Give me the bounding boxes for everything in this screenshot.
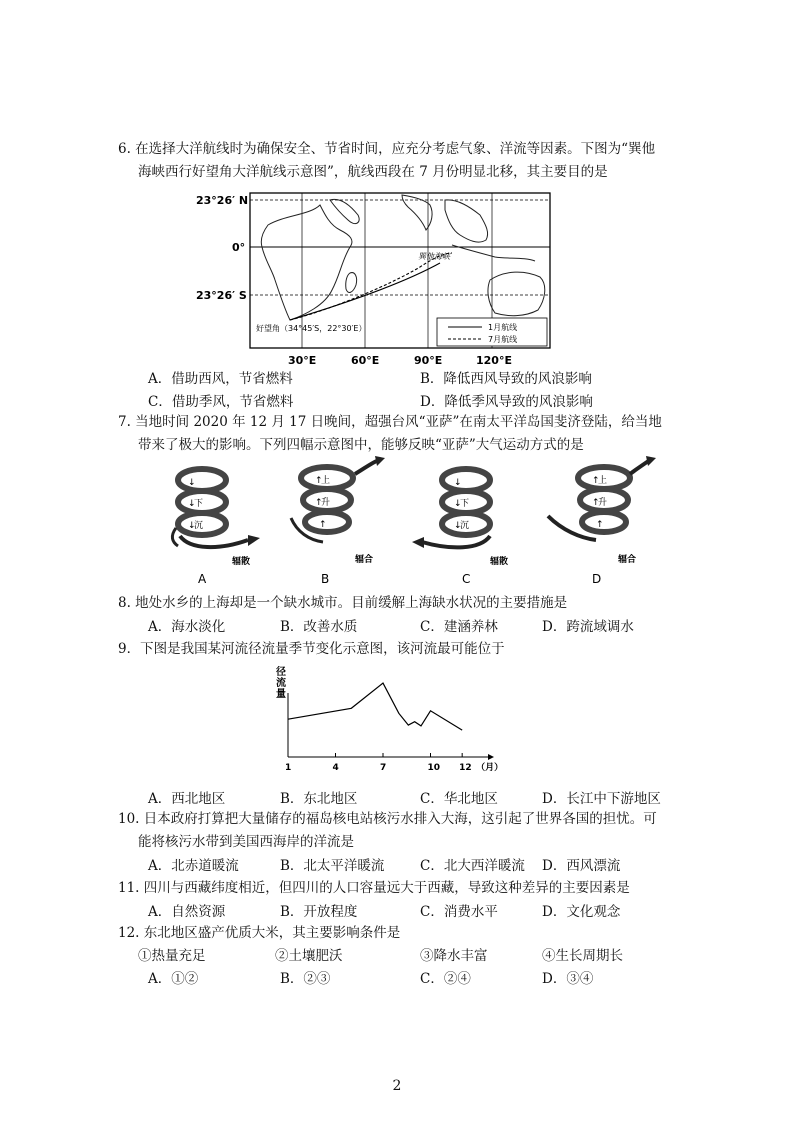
option: C．北大西洋暖流: [420, 858, 525, 874]
option: A．西北地区: [148, 791, 226, 807]
svg-text:升: 升: [598, 498, 608, 508]
option: A．自然资源: [148, 904, 226, 920]
option: B．开放程度: [280, 904, 358, 920]
y-axis-label: 流: [276, 678, 286, 689]
y-axis-label: 径: [276, 667, 286, 678]
question-7-stem: 7. 当地时间 2020 年 12 月 17 日晚间，超强台风“亚萨”在南太平洋岛国斐济登陆，给当地 带来了极大的影响。下列四幅示意图中，能够反映“亚萨”大气运动方式的是: [118, 414, 662, 453]
svg-text:沉: 沉: [194, 521, 204, 531]
option: B．东北地区: [280, 791, 358, 807]
x-tick-label: 10: [427, 763, 441, 773]
svg-text:↓: ↓: [454, 478, 462, 488]
svg-text:↓: ↓: [454, 521, 462, 531]
svg-text:↓: ↓: [188, 499, 196, 509]
x-axis-arrow: [488, 754, 494, 760]
q9-runoff-chart: [268, 665, 504, 780]
lon-label: 30°E: [288, 354, 317, 367]
x-tick-label: 1: [285, 763, 292, 773]
legend-jul: 7月航线: [488, 335, 518, 344]
statement: ④生长周期长: [542, 948, 623, 964]
svg-text:辐合: 辐合: [355, 555, 374, 565]
svg-text:辐合: 辐合: [618, 555, 637, 565]
lat-north-label: 23°26′ N: [196, 194, 249, 207]
option: C．消费水平: [420, 904, 498, 920]
svg-text:下: 下: [194, 499, 204, 509]
question-8-stem: 8. 地处水乡的上海却是一个缺水城市。目前缓解上海缺水状况的主要措施是: [118, 595, 568, 611]
option: D．③④: [542, 971, 594, 987]
option: A．北赤道暖流: [148, 858, 239, 874]
strait-label: 巽他海峡: [418, 252, 450, 261]
legend-jan: 1月航线: [488, 323, 518, 332]
svg-text:↑: ↑: [592, 498, 600, 508]
page-number: 2: [392, 1078, 402, 1094]
cape-label: 好望角（34°45′S，22°30′E）: [256, 324, 367, 333]
q7-diagrams: [140, 458, 670, 588]
option: B．北太平洋暖流: [280, 858, 385, 874]
diagram-a: [172, 469, 260, 586]
svg-text:↑: ↑: [319, 520, 327, 530]
diagram-d: [548, 456, 656, 586]
wind-label: ↓: [188, 478, 196, 488]
svg-text:↑: ↑: [592, 476, 600, 486]
question-9-stem: 9．下图是我国某河流径流量季节变化示意图，该河流最可能位于: [118, 641, 505, 657]
option: D．西风漂流: [542, 858, 621, 874]
diagram-letter: A: [198, 572, 207, 586]
x-tick-label: 7: [380, 763, 387, 773]
option: D．降低季风导致的风浪影响: [420, 394, 593, 410]
option: A．借助西风，节省燃料: [148, 371, 293, 387]
x-tick-label: 4: [332, 763, 339, 773]
svg-text:↑: ↑: [315, 476, 323, 486]
statement: ③降水丰富: [420, 948, 488, 964]
svg-text:上: 上: [598, 476, 608, 486]
svg-text:↑: ↑: [596, 520, 604, 530]
option: B．改善水质: [280, 619, 358, 635]
svg-text:下: 下: [460, 499, 470, 509]
option: B．降低西风导致的风浪影响: [420, 371, 592, 387]
option: B．②③: [280, 971, 331, 987]
svg-text:辐散: 辐散: [490, 557, 509, 567]
lat-south-label: 23°26′ S: [196, 289, 247, 302]
svg-text:上: 上: [321, 476, 331, 486]
option: D．跨流域调水: [542, 619, 634, 635]
option: D．文化观念: [542, 904, 621, 920]
option: A．海水淡化: [148, 619, 226, 635]
option: C．建涵养林: [420, 619, 498, 635]
lon-label: 60°E: [351, 354, 380, 367]
x-axis-label: （月）: [476, 763, 504, 773]
question-10-stem: 10. 日本政府打算把大量储存的福岛核电站核污水排入大海，这引起了世界各国的担忧。可 能将核污水带到美国西海岸的洋流是: [118, 811, 657, 850]
diagram-letter: D: [592, 572, 602, 586]
runoff-line: [288, 683, 462, 730]
lon-label: 90°E: [414, 354, 443, 367]
question-6-stem: 6. 在选择大洋航线时为确保安全、节省时间，应充分考虑气象、洋流等因素。下图为“巽他 海峡西行好望角大洋航线示意图”，航线西段在 7 月份明显北移，其主要目的是: [118, 141, 656, 180]
option: C．借助季风，节省燃料: [148, 394, 294, 410]
diagram-letter: C: [462, 572, 471, 586]
statement: ②土壤肥沃: [275, 948, 343, 964]
option: A．①②: [148, 971, 199, 987]
option: C．华北地区: [420, 791, 498, 807]
svg-text:↓: ↓: [188, 521, 196, 531]
x-tick-label: 12: [459, 763, 472, 773]
lat-equator-label: 0°: [232, 241, 246, 254]
svg-text:辐散: 辐散: [232, 557, 251, 567]
q6-route-map: [190, 185, 560, 370]
diagram-letter: B: [321, 572, 330, 586]
svg-text:升: 升: [321, 498, 331, 508]
lon-label: 120°E: [476, 354, 512, 367]
question-12-stem: 12. 东北地区盛产优质大米，其主要影响条件是: [118, 925, 401, 941]
diagram-b: [291, 456, 385, 586]
question-11-stem: 11. 四川与西藏纬度相近，但四川的人口容量远大于西藏，导致这种差异的主要因素是: [118, 880, 630, 896]
option: C．②④: [420, 971, 471, 987]
svg-text:↑: ↑: [315, 498, 323, 508]
statement: ①热量充足: [138, 948, 206, 964]
diagram-c: [412, 469, 508, 586]
option: D．长江中下游地区: [542, 791, 661, 807]
svg-text:↓: ↓: [454, 499, 462, 509]
svg-text:沉: 沉: [460, 521, 470, 531]
y-axis-label: 量: [276, 689, 286, 700]
